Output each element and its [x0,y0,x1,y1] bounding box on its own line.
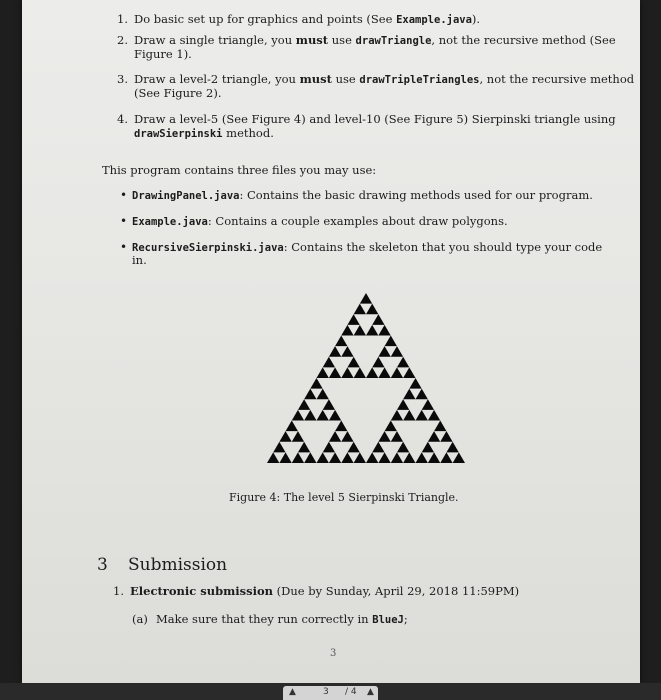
list-number: 1. [117,12,128,26]
sierpinski-cell [329,410,341,421]
prev-page-icon[interactable]: ▲ [289,687,296,697]
sierpinski-cell [298,399,310,410]
sierpinski-cell [341,431,353,442]
sierpinski-cell [378,325,390,336]
sierpinski-cell [304,452,316,463]
sierpinski-cell [391,431,403,442]
sierpinski-cell [341,325,353,336]
sierpinski-cell [453,452,465,463]
sierpinski-cell [385,336,397,347]
sierpinski-cell [329,431,341,442]
page-number: 3 [330,648,337,659]
sierpinski-cell [403,367,415,378]
sierpinski-cell [416,452,428,463]
sierpinski-cell [317,367,329,378]
sierpinski-cell [329,367,341,378]
list-number: 3. [117,72,128,86]
sierpinski-cell [317,410,329,421]
sierpinski-cell [354,367,366,378]
sierpinski-cell [304,410,316,421]
next-page-icon[interactable]: ▲ [367,687,374,697]
sierpinski-cell [366,367,378,378]
bullet-icon: • [120,214,128,228]
sierpinski-cell [403,452,415,463]
sierpinski-cell [372,314,384,325]
figure-caption: Figure 4: The level 5 Sierpinski Triangle. [229,491,459,504]
sierpinski-cell [397,399,409,410]
sierpinski-cell [329,452,341,463]
sierpinski-cell [341,346,353,357]
sierpinski-cell [354,304,366,315]
sierpinski-cell [323,399,335,410]
sierpinski-cell [440,431,452,442]
sierpinski-cell [292,452,304,463]
sierpinski-cell [292,431,304,442]
sierpinski-cell [428,410,440,421]
total-pages: / 4 [345,687,357,697]
sierpinski-cell [372,442,384,453]
sierpinski-cell [391,367,403,378]
sierpinski-cell [347,357,359,368]
sierpinski-cell [385,421,397,432]
sierpinski-cell [391,410,403,421]
sierpinski-cell [267,452,279,463]
sierpinski-triangle-figure [267,293,465,463]
sierpinski-cell [440,452,452,463]
sierpinski-cell [428,452,440,463]
sierpinski-cell [378,367,390,378]
sierpinski-cell [354,452,366,463]
sierpinski-cell [378,431,390,442]
sierpinski-cell [341,367,353,378]
sierpinski-cell [279,452,291,463]
sierpinski-cell [416,410,428,421]
document-page: 1. Do basic set up for graphics and points (See Example.java). 2. Draw a single triangle, you must use drawTriangle, not the recursive method (See Figure 1). 3. Draw a level-2 triangle, you must use drawTripleTriangles, not the recursive method (See Figure 2). 4. Draw a level-5 (See Figure 4) and level-10 (See Figure 5) Sierpinski triangle using drawSierpinski method. This program contains three files you may use: • DrawingPanel.java: Contains the basic drawing methods used for our program. • Example.java: Contains a couple examples about draw polygons. • RecursiveSierpinski.java: Contains the skeleton that you should type your code in. Figure 4: The level 5 Sierpinski Triangle. 3 Submission 1. Electronic submission (Due by Sunday, April 29, 2018 11:59PM) (a) Make sure that they run correctly in BlueJ; 3 [22,0,640,683]
sierpinski-cell [304,389,316,400]
sierpinski-cell [391,452,403,463]
sierpinski-cell [292,410,304,421]
sierpinski-cell [403,410,415,421]
sierpinski-cell [323,357,335,368]
sierpinski-cell [409,378,421,389]
current-page[interactable]: 3 [323,687,329,697]
sierpinski-cell [366,452,378,463]
list-number: 4. [117,112,128,126]
sierpinski-cell [391,346,403,357]
sierpinski-cell [360,293,372,304]
sierpinski-cell [286,421,298,432]
sierpinski-cell [335,336,347,347]
sierpinski-cell [422,399,434,410]
sierpinski-cell [354,325,366,336]
sierpinski-cell [428,431,440,442]
sierpinski-cell [366,304,378,315]
sierpinski-cell [403,389,415,400]
section-title: Submission [128,555,228,575]
page-navigator[interactable] [283,686,378,700]
sierpinski-cell [397,357,409,368]
sierpinski-cell [422,442,434,453]
sierpinski-cell [279,431,291,442]
list-number: 2. [117,33,128,47]
sierpinski-cell [273,442,285,453]
sierpinski-cell [397,442,409,453]
sierpinski-cell [347,442,359,453]
sierpinski-cell [323,442,335,453]
sierpinski-cell [329,346,341,357]
sierpinski-cell [366,325,378,336]
intro-paragraph: This program contains three files you may use: [102,163,377,177]
sierpinski-cell [317,389,329,400]
sierpinski-cell [335,421,347,432]
sierpinski-cell [416,389,428,400]
sierpinski-cell [310,378,322,389]
section-number: 3 [97,555,108,575]
sierpinski-cell [372,357,384,368]
sierpinski-cell [434,421,446,432]
sierpinski-cell [341,452,353,463]
bullet-icon: • [120,240,128,254]
sierpinski-cell [317,452,329,463]
bullet-icon: • [120,188,128,202]
sierpinski-cell [446,442,458,453]
sierpinski-cell [298,442,310,453]
sierpinski-cell [378,346,390,357]
sierpinski-cell [347,314,359,325]
sierpinski-cell [378,452,390,463]
